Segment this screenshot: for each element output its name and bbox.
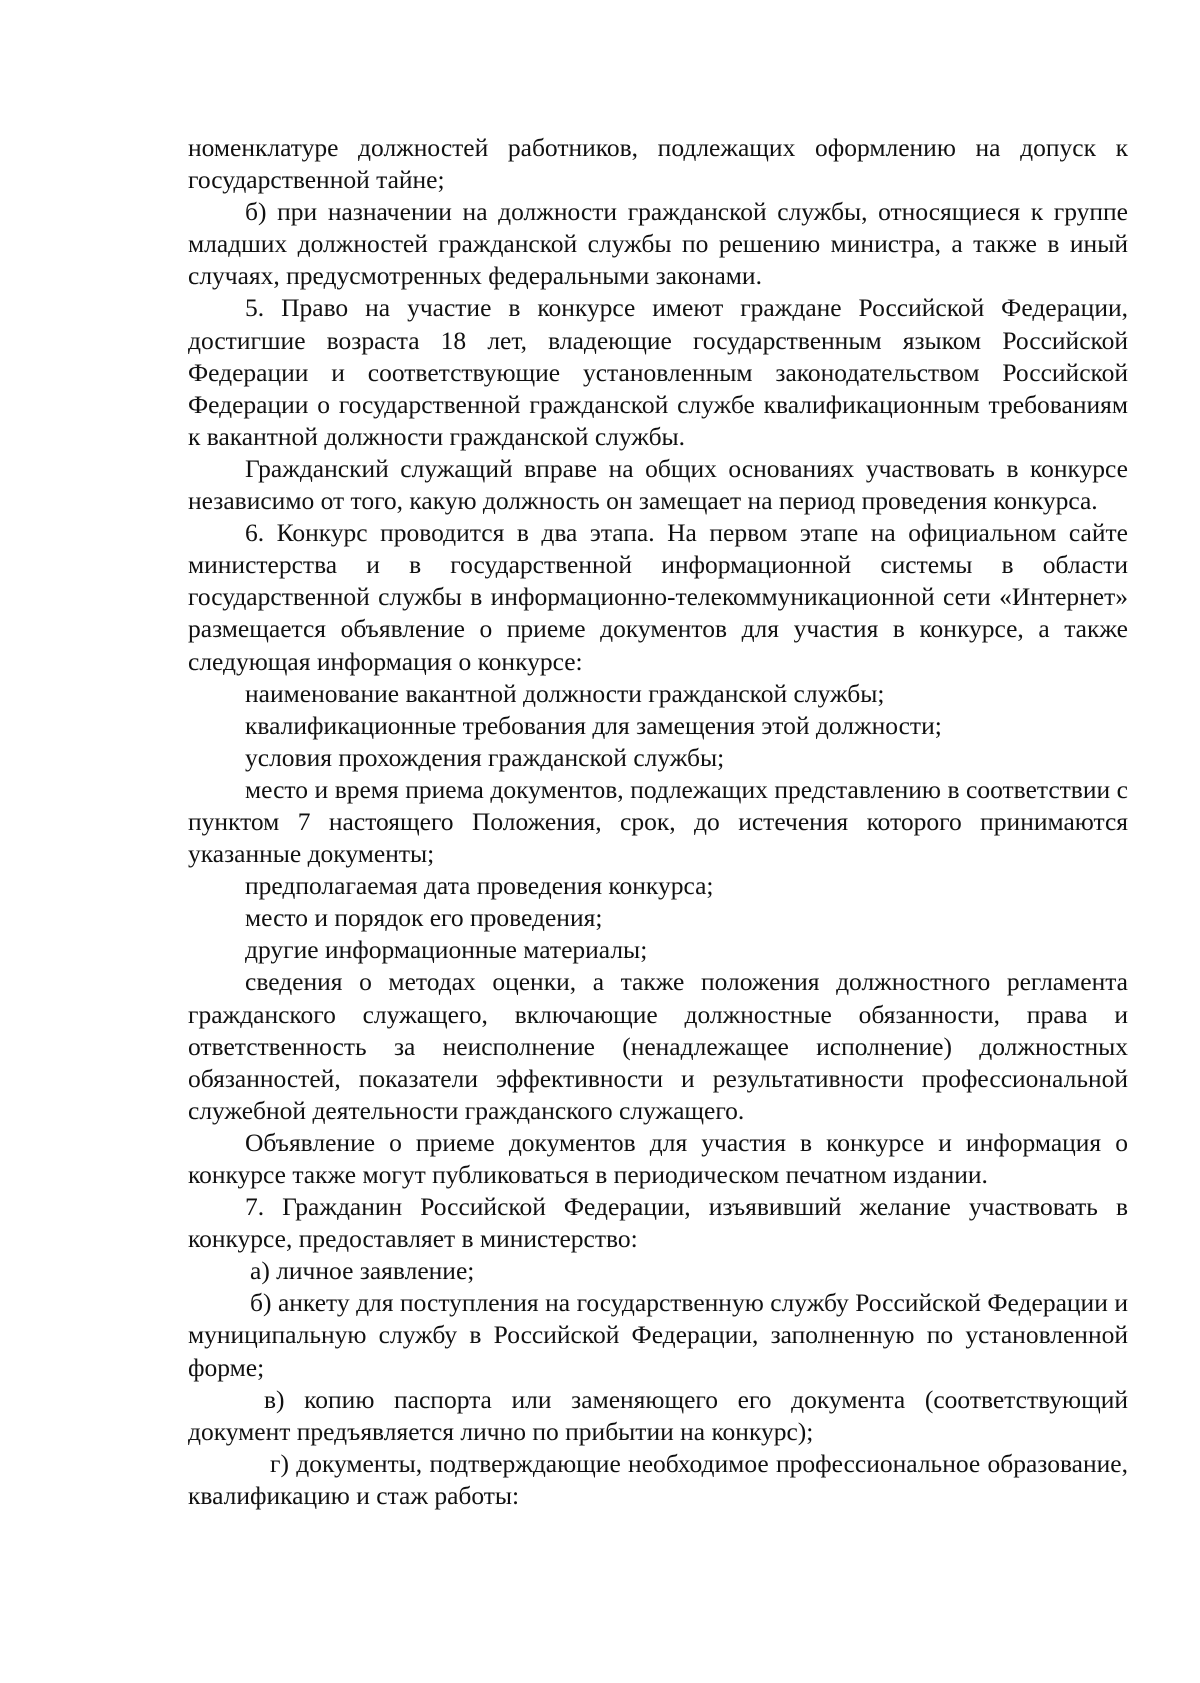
paragraph-5-right-to-participate: 5. Право на участие в конкурсе имеют граждане Российской Федерации, достигшие возраста 18 лет, владеющие государственным языком Российской Федерации и соответствующие установленным законодательством Российской Федерации о государственной гражданской службе квалификационным требованиям к вакантной должности гражданской службы. (188, 293, 1128, 451)
list-item-place-and-procedure: место и порядок его проведения; (245, 903, 603, 933)
list-item-c-passport: в) копию паспорта или заменяющего его документа (соответствующий документ предъявляется лично по прибытии на конкурс); (188, 1384, 1128, 1446)
list-item-position-name: наименование вакантной должности гражданской службы; (245, 678, 885, 708)
paragraph-item-b-junior-positions: б) при назначении на должности гражданской службы, относящиеся к группе младших должностей гражданской службы по решению министра, а также в иный случаях, предусмотренных федеральными законами. (188, 197, 1128, 291)
list-item-service-conditions: условия прохождения гражданской службы; (245, 742, 725, 772)
paragraph-6-two-stages: 6. Конкурс проводится в два этапа. На первом этапе на официальном сайте министерства и в государственной информационной системы в области государственной службы в информационно-телекоммуникационной сети «Интернет» размещается объявление о приеме документов для участия в конкурсе, а также следующая информация о конкурсе: (188, 518, 1128, 676)
list-item-place-and-time: место и время приема документов, подлежащих представлению в соответствии с пунктом 7 настоящего Положения, срок, до истечения которого принимаются указанные документы; (188, 774, 1128, 869)
list-item-expected-date: предполагаемая дата проведения конкурса; (245, 871, 714, 901)
list-item-other-materials: другие информационные материалы; (245, 935, 648, 965)
paragraph-civil-servant-right: Гражданский служащий вправе на общих основаниях участвовать в конкурсе независимо от того, какую должность он замещает на период проведения конкурса. (188, 453, 1128, 516)
paragraph-7-documents: 7. Гражданин Российской Федерации, изъявивший желание участвовать в конкурсе, предоставляет в министерство: (188, 1192, 1128, 1254)
document-page (188, 132, 1128, 1512)
paragraph-periodical-publication: Объявление о приеме документов для участия в конкурсе и информация о конкурсе также могут публиковаться в периодическом печатном издании. (188, 1127, 1128, 1189)
list-item-a-application: а) личное заявление; (250, 1256, 475, 1286)
list-item-b-questionnaire: б) анкету для поступления на государственную службу Российской Федерации и муниципальную службу в Российской Федерации, заполненную по установленной форме; (188, 1288, 1128, 1382)
list-item-d-education-documents: г) документы, подтверждающие необходимое профессиональное образование, квалификацию и стаж работы: (188, 1448, 1128, 1510)
list-item-evaluation-methods: сведения о методах оценки, а также положения должностного регламента гражданского служащего, включающие должностные обязанности, права и ответственность за неисполнение (ненадлежащее исполнение) должностных обязанностей, показатели эффективности и результативности профессиональной служебной деятельности гражданского служащего. (188, 967, 1128, 1125)
paragraph-nomenclature-continuation: номенклатуре должностей работников, подлежащих оформлению на допуск к государственной тайне; (188, 133, 1128, 195)
list-item-qualification-requirements: квалификационные требования для замещения этой должности; (245, 710, 942, 740)
